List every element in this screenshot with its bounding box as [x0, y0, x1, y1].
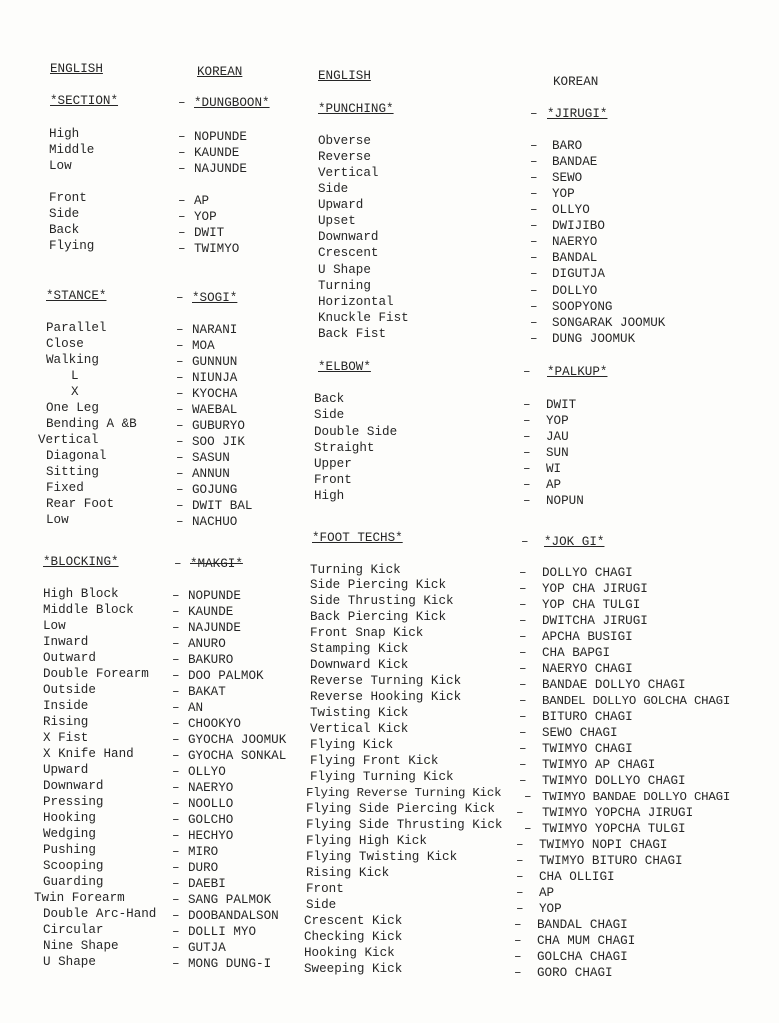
dash: – — [174, 557, 182, 571]
term-english: Reverse Hooking Kick — [310, 690, 462, 704]
term-korean: GOLCHA CHAGI — [537, 950, 628, 964]
term-korean: GOJUNG — [192, 483, 238, 497]
dash: – — [514, 918, 522, 932]
dash: – — [519, 758, 527, 772]
dash: – — [514, 950, 522, 964]
term-english: X — [71, 385, 79, 399]
dash: – — [176, 419, 184, 433]
dash: – — [178, 210, 186, 224]
term-english: Bending A &B — [46, 417, 137, 431]
term-korean: BAKURO — [188, 653, 234, 667]
dash: – — [530, 171, 538, 185]
term-english: Sitting — [46, 465, 99, 479]
term-korean: SEWO — [552, 171, 583, 185]
term-korean: BAKAT — [188, 685, 226, 699]
dash: – — [519, 694, 527, 708]
dash: – — [530, 251, 538, 265]
term-english: Circular — [43, 923, 104, 937]
dash: – — [178, 130, 186, 144]
dash: – — [172, 941, 180, 955]
term-english: Side — [314, 408, 345, 422]
term-english: Rising Kick — [306, 866, 390, 880]
dash: – — [521, 535, 529, 549]
term-korean: APCHA BUSIGI — [542, 630, 633, 644]
term-korean: WAEBAL — [192, 403, 238, 417]
term-korean: CHOOKYO — [188, 717, 241, 731]
dash: – — [172, 701, 180, 715]
section-korean-title: *DUNGBOON* — [194, 96, 270, 110]
term-korean: DWIT — [546, 398, 577, 412]
dash: – — [172, 637, 180, 651]
dash: – — [172, 925, 180, 939]
term-english: Rear Foot — [46, 497, 115, 511]
term-english: Turning Kick — [310, 563, 401, 577]
term-english: L — [71, 369, 79, 383]
term-english: Rising — [43, 715, 89, 729]
term-korean: TWIMYO NOPI CHAGI — [539, 838, 668, 852]
dash: – — [516, 886, 524, 900]
dash: – — [172, 909, 180, 923]
term-korean: OLLYO — [552, 203, 590, 217]
term-english: Back Piercing Kick — [310, 610, 447, 624]
term-korean: YOP — [194, 210, 217, 224]
term-english: Inside — [43, 699, 89, 713]
term-english: Middle Block — [43, 603, 134, 617]
dash: – — [172, 829, 180, 843]
term-korean: DOLLYO — [552, 284, 598, 298]
term-korean: BANDAL CHAGI — [537, 918, 628, 932]
foot-techs-title: *FOOT TECHS* — [312, 531, 403, 545]
term-korean: YOP CHA JIRUGI — [542, 582, 648, 596]
dash: – — [178, 146, 186, 160]
dash: – — [519, 614, 527, 628]
term-korean: NAJUNDE — [194, 162, 247, 176]
term-english: Reverse Turning Kick — [310, 674, 462, 688]
term-english: Side Piercing Kick — [310, 578, 447, 592]
dash: – — [172, 797, 180, 811]
dash: – — [176, 371, 184, 385]
dash: – — [176, 355, 184, 369]
term-korean: NOPUN — [546, 494, 584, 508]
term-english: Close — [46, 337, 84, 351]
term-english: Sweeping Kick — [304, 962, 403, 976]
term-korean: DOLLI MYO — [188, 925, 257, 939]
term-korean: TWIMYO YOPCHA TULGI — [542, 822, 686, 836]
term-korean: NOOLLO — [188, 797, 234, 811]
dash: – — [172, 733, 180, 747]
term-korean: DURO — [188, 861, 219, 875]
term-english: Side — [306, 898, 337, 912]
term-korean: DWIJIBO — [552, 219, 605, 233]
term-english: Turning — [318, 279, 371, 293]
term-korean: SOO JIK — [192, 435, 245, 449]
punching-korean-title: *JIRUGI* — [547, 107, 608, 121]
dash: – — [172, 605, 180, 619]
term-korean: BANDAE DOLLYO CHAGI — [542, 678, 686, 692]
term-english: Nine Shape — [43, 939, 119, 953]
term-english: X Knife Hand — [43, 747, 134, 761]
dash: – — [519, 630, 527, 644]
dash: – — [178, 226, 186, 240]
term-korean: DOO PALMOK — [188, 669, 264, 683]
term-korean: ANURO — [188, 637, 226, 651]
stance-korean-title: *SOGI* — [192, 291, 238, 305]
term-english: Downward — [43, 779, 104, 793]
term-english: High — [314, 489, 345, 503]
dash: – — [172, 861, 180, 875]
dash: – — [176, 467, 184, 481]
term-korean: NAERYO — [552, 235, 598, 249]
dash: – — [172, 749, 180, 763]
dash: – — [176, 515, 184, 529]
dash: – — [530, 235, 538, 249]
term-korean: NAERYO CHAGI — [542, 662, 633, 676]
dash: – — [523, 494, 531, 508]
left-korean-header: KOREAN — [197, 65, 243, 79]
term-english: Pushing — [43, 843, 96, 857]
term-english: Front — [314, 473, 352, 487]
term-korean: SASUN — [192, 451, 230, 465]
dash: – — [514, 966, 522, 980]
dash: – — [172, 781, 180, 795]
dash: – — [172, 845, 180, 859]
dash: – — [176, 387, 184, 401]
dash: – — [172, 653, 180, 667]
term-korean: GOLCHO — [188, 813, 234, 827]
term-english: Back — [49, 223, 80, 237]
term-english: Fixed — [46, 481, 84, 495]
term-english: Side — [318, 182, 349, 196]
term-english: Outside — [43, 683, 96, 697]
dash: – — [519, 726, 527, 740]
term-english: Inward — [43, 635, 89, 649]
term-korean: CHA BAPGI — [542, 646, 611, 660]
term-korean: BANDAE — [552, 155, 598, 169]
term-english: Guarding — [43, 875, 104, 889]
dash: – — [176, 291, 184, 305]
term-korean: JAU — [546, 430, 569, 444]
dash: – — [530, 316, 538, 330]
elbow-korean-title: *PALKUP* — [547, 365, 608, 379]
dash: – — [523, 430, 531, 444]
dash: – — [516, 902, 524, 916]
dash: – — [519, 582, 527, 596]
term-korean: ANNUN — [192, 467, 230, 481]
term-english: Obverse — [318, 134, 371, 148]
term-korean: TWIMYO BANDAE DOLLYO CHAGI — [542, 790, 731, 804]
term-english: Flying Reverse Turning Kick — [306, 786, 502, 800]
dash: – — [519, 598, 527, 612]
term-korean: YOP — [552, 187, 575, 201]
term-english: Downward Kick — [310, 658, 409, 672]
punching-title: *PUNCHING* — [318, 102, 394, 116]
dash: – — [519, 566, 527, 580]
dash: – — [530, 219, 538, 233]
term-english: Flying Side Piercing Kick — [306, 802, 495, 816]
term-english: Outward — [43, 651, 96, 665]
term-korean: TWIMYO BITURO CHAGI — [539, 854, 683, 868]
term-english: Hooking Kick — [304, 946, 395, 960]
term-english: Pressing — [43, 795, 104, 809]
term-korean: TWIMYO — [194, 242, 240, 256]
dash: – — [172, 685, 180, 699]
term-english: Double Forearm — [43, 667, 149, 681]
term-english: Flying Side Thrusting Kick — [306, 818, 503, 832]
foot-techs-korean-title: *JOK GI* — [544, 535, 605, 549]
dash: – — [519, 710, 527, 724]
term-english: Checking Kick — [304, 930, 403, 944]
term-korean: CHA MUM CHAGI — [537, 934, 636, 948]
elbow-title: *ELBOW* — [318, 360, 371, 374]
term-english: Front — [306, 882, 344, 896]
dash: – — [530, 187, 538, 201]
dash: – — [516, 806, 524, 820]
term-english: Hooking — [43, 811, 96, 825]
term-korean: DWITCHA JIRUGI — [542, 614, 648, 628]
dash: – — [514, 934, 522, 948]
term-english: Parallel — [46, 321, 107, 335]
term-korean: TWIMYO YOPCHA JIRUGI — [542, 806, 694, 820]
term-english: Knuckle Fist — [318, 311, 409, 325]
term-english: Wedging — [43, 827, 96, 841]
term-korean: MOA — [192, 339, 215, 353]
term-korean: AN — [188, 701, 204, 715]
term-english: Upward — [43, 763, 89, 777]
term-english: Horizontal — [318, 295, 394, 309]
term-korean: DUNG JOOMUK — [552, 332, 636, 346]
dash: – — [176, 339, 184, 353]
term-english: Flying Turning Kick — [310, 770, 454, 784]
term-korean: NAJUNDE — [188, 621, 241, 635]
term-korean: HECHYO — [188, 829, 234, 843]
term-english: Crescent Kick — [304, 914, 403, 928]
term-korean: YOP CHA TULGI — [542, 598, 641, 612]
term-english: Low — [46, 513, 69, 527]
dash: – — [176, 403, 184, 417]
term-english: Flying Twisting Kick — [306, 850, 458, 864]
term-english: Stamping Kick — [310, 642, 409, 656]
term-korean: DOLLYO CHAGI — [542, 566, 633, 580]
term-korean: BANDEL DOLLYO GOLCHA CHAGI — [542, 694, 731, 708]
dash: – — [523, 462, 531, 476]
term-korean: TWIMYO DOLLYO CHAGI — [542, 774, 686, 788]
term-korean: SUN — [546, 446, 569, 460]
dash: – — [519, 742, 527, 756]
dash: – — [172, 813, 180, 827]
term-korean: DWIT BAL — [192, 499, 253, 513]
term-korean: SEWO CHAGI — [542, 726, 618, 740]
term-english: Flying High Kick — [306, 834, 427, 848]
dash: – — [523, 478, 531, 492]
term-korean: GUNNUN — [192, 355, 238, 369]
dash: – — [530, 332, 538, 346]
term-english: Back Fist — [318, 327, 387, 341]
term-korean: GYOCHA JOOMUK — [188, 733, 287, 747]
dash: – — [178, 96, 186, 110]
dash: – — [172, 877, 180, 891]
term-korean: AP — [546, 478, 562, 492]
term-korean: BARO — [552, 139, 583, 153]
dash: – — [519, 646, 527, 660]
dash: – — [176, 483, 184, 497]
term-korean: YOP — [546, 414, 569, 428]
dash: – — [172, 765, 180, 779]
term-english: Flying — [49, 239, 95, 253]
term-korean: WI — [546, 462, 562, 476]
term-korean: CHA OLLIGI — [539, 870, 615, 884]
term-english: Vertical — [318, 166, 379, 180]
term-english: High Block — [43, 587, 119, 601]
term-english: One Leg — [46, 401, 99, 415]
dash: – — [519, 774, 527, 788]
term-english: Crescent — [318, 246, 379, 260]
dash: – — [172, 621, 180, 635]
dash: – — [519, 662, 527, 676]
dash: – — [516, 870, 524, 884]
term-english: Low — [43, 619, 66, 633]
dash: – — [172, 589, 180, 603]
term-english: Side Thrusting Kick — [310, 594, 454, 608]
term-korean: GUBURYO — [192, 419, 245, 433]
term-english: Middle — [49, 143, 95, 157]
dash: – — [524, 790, 532, 804]
term-korean: GUTJA — [188, 941, 226, 955]
term-english: Upset — [318, 214, 356, 228]
term-english: Twin Forearm — [34, 891, 125, 905]
term-english: U Shape — [318, 263, 371, 277]
term-english: Twisting Kick — [310, 706, 409, 720]
dash: – — [178, 242, 186, 256]
dash: – — [172, 669, 180, 683]
dash: – — [172, 893, 180, 907]
term-english: Diagonal — [46, 449, 107, 463]
term-korean: DOOBANDALSON — [188, 909, 279, 923]
term-korean: SANG PALMOK — [188, 893, 272, 907]
term-korean: DAEBI — [188, 877, 226, 891]
section-title: *SECTION* — [50, 94, 119, 108]
dash: – — [523, 398, 531, 412]
term-korean: AP — [539, 886, 555, 900]
term-english: Walking — [46, 353, 99, 367]
term-english: Double Arc-Hand — [43, 907, 157, 921]
term-korean: NIUNJA — [192, 371, 238, 385]
dash: – — [172, 957, 180, 971]
dash: – — [519, 678, 527, 692]
term-korean: DIGUTJA — [552, 267, 605, 281]
term-korean: NARANI — [192, 323, 238, 337]
term-korean: BANDAL — [552, 251, 598, 265]
stance-title: *STANCE* — [46, 289, 107, 303]
term-english: Straight — [314, 441, 375, 455]
dash: – — [176, 451, 184, 465]
dash: – — [523, 414, 531, 428]
term-korean: KAUNDE — [194, 146, 240, 160]
term-english: Front — [49, 191, 87, 205]
right-korean-header: KOREAN — [553, 75, 599, 89]
dash: – — [523, 446, 531, 460]
dash: – — [530, 155, 538, 169]
term-korean: NOPUNDE — [188, 589, 241, 603]
term-korean: TWIMYO CHAGI — [542, 742, 633, 756]
dash: – — [530, 267, 538, 281]
term-korean: OLLYO — [188, 765, 226, 779]
dash: – — [172, 717, 180, 731]
term-korean: NOPUNDE — [194, 130, 247, 144]
dash: – — [530, 139, 538, 153]
term-english: Vertical — [38, 433, 99, 447]
term-korean: SONGARAK JOOMUK — [552, 316, 666, 330]
term-english: Flying Kick — [310, 738, 394, 752]
term-english: Flying Front Kick — [310, 754, 439, 768]
term-korean: YOP — [539, 902, 562, 916]
term-english: Reverse — [318, 150, 371, 164]
term-korean: MONG DUNG-I — [188, 957, 272, 971]
dash: – — [176, 499, 184, 513]
term-korean: BITURO CHAGI — [542, 710, 633, 724]
term-english: Side — [49, 207, 80, 221]
term-korean: SOOPYONG — [552, 300, 613, 314]
term-korean: AP — [194, 194, 210, 208]
dash: – — [524, 822, 532, 836]
dash: – — [176, 435, 184, 449]
right-english-header: ENGLISH — [318, 69, 371, 83]
term-korean: GYOCHA SONKAL — [188, 749, 287, 763]
dash: – — [178, 162, 186, 176]
dash: – — [530, 284, 538, 298]
dash: – — [530, 107, 538, 121]
dash: – — [516, 854, 524, 868]
term-english: U Shape — [43, 955, 96, 969]
left-english-header: ENGLISH — [50, 62, 103, 76]
dash: – — [176, 323, 184, 337]
term-korean: DWIT — [194, 226, 225, 240]
term-korean: NAERYO — [188, 781, 234, 795]
dash: – — [530, 203, 538, 217]
term-english: Vertical Kick — [310, 722, 409, 736]
term-english: Upward — [318, 198, 364, 212]
term-english: Back — [314, 392, 345, 406]
term-korean: NACHUO — [192, 515, 238, 529]
term-english: Front Snap Kick — [310, 626, 424, 640]
blocking-title: *BLOCKING* — [43, 555, 119, 569]
term-english: High — [49, 127, 80, 141]
term-english: Upper — [314, 457, 352, 471]
term-korean: GORO CHAGI — [537, 966, 613, 980]
blocking-korean-title: *MAKGI* — [190, 557, 243, 571]
dash: – — [530, 300, 538, 314]
term-korean: TWIMYO AP CHAGI — [542, 758, 656, 772]
dash: – — [516, 838, 524, 852]
term-english: Low — [49, 159, 72, 173]
dash: – — [178, 194, 186, 208]
term-english: Double Side — [314, 425, 398, 439]
term-korean: KYOCHA — [192, 387, 238, 401]
term-korean: MIRO — [188, 845, 219, 859]
term-english: X Fist — [43, 731, 89, 745]
term-english: Downward — [318, 230, 379, 244]
dash: – — [523, 365, 531, 379]
term-english: Scooping — [43, 859, 104, 873]
term-korean: KAUNDE — [188, 605, 234, 619]
